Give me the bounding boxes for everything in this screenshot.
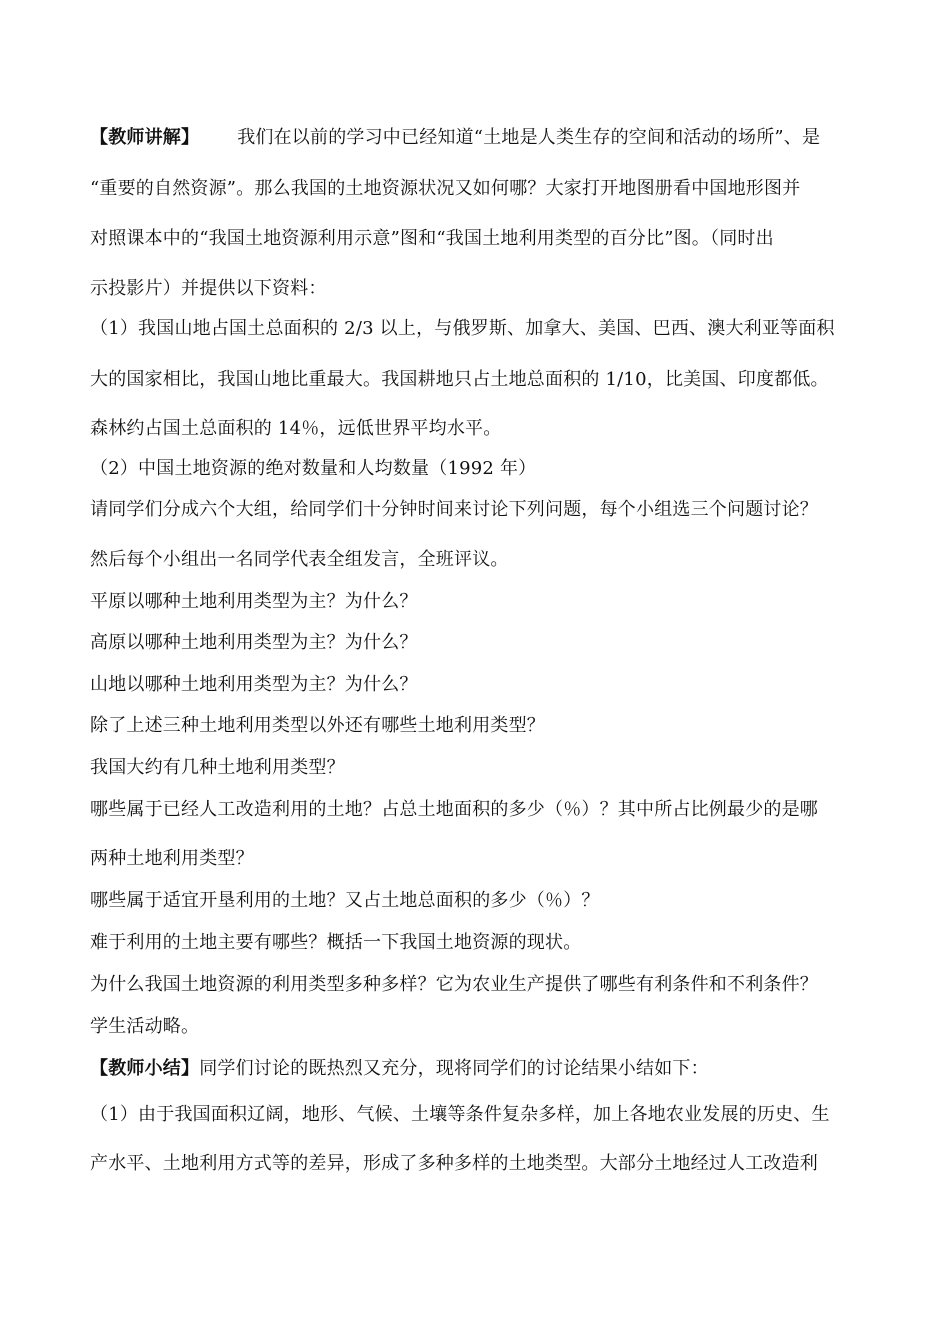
question-line: 两种土地利用类型？ xyxy=(90,848,254,869)
question-line: 我国大约有几种土地利用类型？ xyxy=(90,757,345,778)
material-1-line-2: 大的国家相比，我国山地比重最大。我国耕地只占土地总面积的 1/10，比美国、印度都低。 xyxy=(90,369,829,390)
teacher-summary-line xyxy=(90,1058,709,1080)
teacher-lecture-line-4: 示投影片）并提供以下资料： xyxy=(90,278,327,299)
summary-1-line-2: 产水平、土地利用方式等的差异，形成了多种多样的土地类型。大部分土地经过人工改造利 xyxy=(90,1153,818,1174)
summary-1-line-1: （1）由于我国面积辽阔，地形、气候、土壤等条件复杂多样，加上各地农业发展的历史、生 xyxy=(90,1104,830,1125)
teacher-lecture-text: 我们在以前的学习中已经知道“土地是人类生存的空间和活动的场所”、是 xyxy=(237,127,821,148)
question-line: 平原以哪种土地利用类型为主？为什么？ xyxy=(90,591,418,612)
teacher-lecture-line-3: 对照课本中的“我国土地资源利用示意”图和“我国土地利用类型的百分比”图。（同时出 xyxy=(90,228,774,249)
question-line: 高原以哪种土地利用类型为主？为什么？ xyxy=(90,632,418,653)
material-1-line-1: （1）我国山地占国土总面积的 2/3 以上，与俄罗斯、加拿大、美国、巴西、澳大利亚等面积 xyxy=(90,318,835,339)
teacher-lecture-paragraph-line-1 xyxy=(90,127,820,149)
material-2-line: （2）中国土地资源的绝对数量和人均数量（1992 年） xyxy=(90,458,537,479)
material-1-line-3: 森林约占国土总面积的 14％，远低世界平均水平。 xyxy=(90,418,502,439)
teacher-summary-text: 同学们讨论的既热烈又充分，现将同学们的讨论结果小结如下： xyxy=(199,1058,709,1079)
question-line: 哪些属于适宜开垦利用的土地？又占土地总面积的多少（％）？ xyxy=(90,890,600,911)
question-line: 哪些属于已经人工改造利用的土地？占总土地面积的多少（％）？其中所占比例最少的是哪 xyxy=(90,799,818,820)
discussion-line-2: 然后每个小组出一名同学代表全组发言，全班评议。 xyxy=(90,549,509,570)
student-activity-line: 学生活动略。 xyxy=(90,1016,200,1037)
question-line: 除了上述三种土地利用类型以外还有哪些土地利用类型？ xyxy=(90,715,545,736)
question-line: 难于利用的土地主要有哪些？概括一下我国土地资源的现状。 xyxy=(90,932,582,953)
teacher-lecture-label: 【教师讲解】 xyxy=(90,127,200,148)
teacher-lecture-line-2: “重要的自然资源”。那么我国的土地资源状况又如何哪？大家打开地图册看中国地形图并 xyxy=(90,178,801,199)
question-line: 为什么我国土地资源的利用类型多种多样？它为农业生产提供了哪些有利条件和不利条件？ xyxy=(90,974,818,995)
question-line: 山地以哪种土地利用类型为主？为什么？ xyxy=(90,674,418,695)
discussion-line-1: 请同学们分成六个大组，给同学们十分钟时间来讨论下列问题，每个小组选三个问题讨论？ xyxy=(90,499,818,520)
teacher-summary-label: 【教师小结】 xyxy=(90,1058,200,1079)
